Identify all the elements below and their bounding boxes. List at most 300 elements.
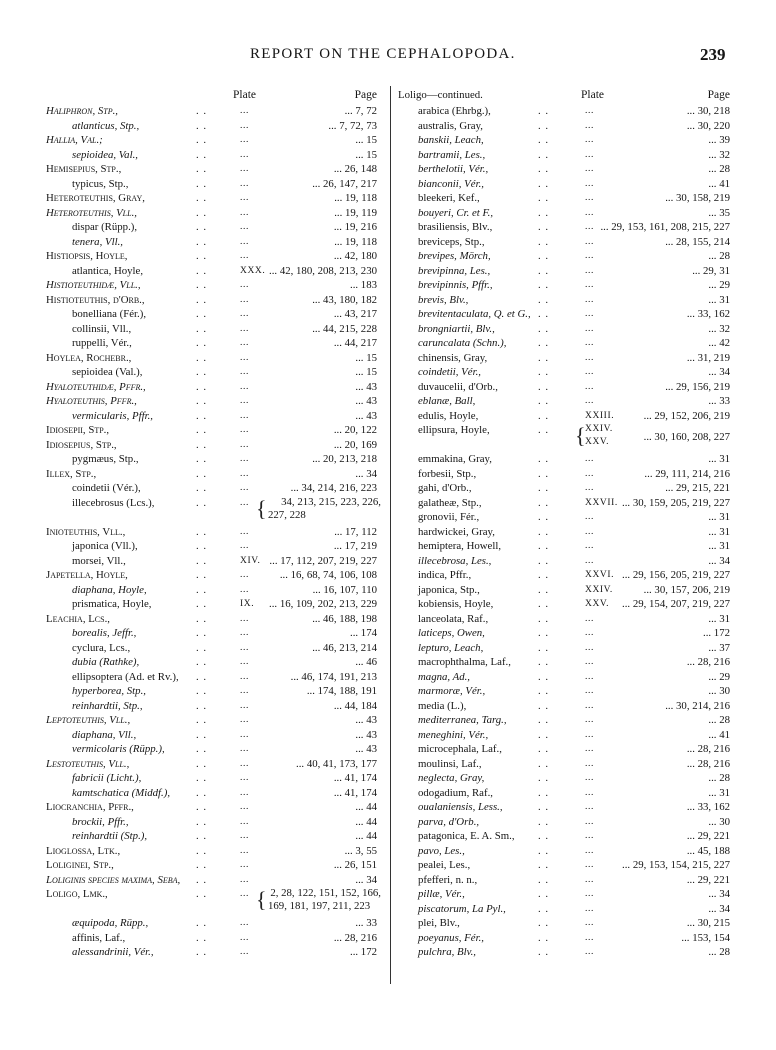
page-references: ... 16, 107, 110 <box>312 583 377 596</box>
plate-empty: ... <box>240 367 249 377</box>
entry-name: bonelliana (Fér.), <box>72 308 147 320</box>
page-references: ... 28, 155, 214 <box>665 235 730 248</box>
index-entry <box>398 423 736 452</box>
plate-empty: ... <box>585 773 594 783</box>
leader-dots: . . <box>196 409 208 422</box>
page-references: ... 30, 158, 219 <box>665 192 730 204</box>
index-entry <box>398 858 736 873</box>
leader-dots: . . <box>196 931 208 944</box>
leader-dots: . . <box>538 148 550 161</box>
plate-empty: ... <box>585 338 594 348</box>
index-entry <box>46 220 383 235</box>
plate-empty: ... <box>240 236 249 247</box>
leader-dots: . . <box>196 757 208 770</box>
page-references: ... 19, 119 <box>334 206 377 219</box>
page-references: ... 42, 180, 208, 213, 230 <box>269 264 377 277</box>
page-references: ... 45, 188 <box>686 844 730 857</box>
index-entry <box>398 554 736 569</box>
page-references: ... 43 <box>355 409 377 422</box>
page-references: ... 30, 157, 206, 219 <box>643 583 730 596</box>
plate-empty: ... <box>585 512 594 522</box>
index-entries-left <box>46 104 383 960</box>
entry-name: Inioteuthis, Vll., <box>46 525 126 538</box>
index-entry <box>46 815 383 830</box>
entry-name: meneghini, Vér., <box>418 728 489 741</box>
index-entry <box>398 655 736 670</box>
entry-name: odogadium, Raf., <box>418 786 493 799</box>
entry-name: Hoylea, Rochebr., <box>46 351 132 364</box>
leader-dots: . . <box>196 206 208 219</box>
leader-dots: . . <box>196 641 208 654</box>
index-entry <box>398 307 736 322</box>
leader-dots: . . <box>538 699 550 712</box>
entry-name: neglecta, Gray, <box>418 772 485 784</box>
leader-dots: . . <box>196 801 208 813</box>
index-entry <box>398 525 736 540</box>
entry-name: ellipsoptera (Ad. et Rv.), <box>72 670 179 683</box>
index-entry <box>398 728 736 743</box>
page-references: ... 19, 216 <box>333 221 377 233</box>
plate-empty: ... <box>585 657 594 667</box>
index-entry <box>46 264 383 279</box>
entry-name: atlantica, Hoyle, <box>72 264 144 277</box>
page-references: ... 33, 162 <box>686 801 730 813</box>
entry-name: indica, Pffr., <box>418 569 472 581</box>
index-entry <box>398 931 736 946</box>
entry-name: morsei, Vll., <box>72 554 126 567</box>
entry-name: patagonica, E. A. Sm., <box>418 830 515 842</box>
index-entry <box>398 496 736 511</box>
leader-dots: . . <box>538 395 550 407</box>
entry-name: marmoræ, Vér., <box>418 685 486 697</box>
plate-empty: ... <box>240 657 249 667</box>
entry-name: duvaucelii, d'Orb., <box>418 380 498 393</box>
index-entry <box>46 916 383 931</box>
index-entry <box>46 235 383 250</box>
index-entry <box>398 568 736 583</box>
leader-dots: . . <box>196 830 208 842</box>
plate-empty: ... <box>585 323 594 334</box>
page-references: ... 16, 68, 74, 106, 108 <box>279 569 377 581</box>
plate-empty: ... <box>240 889 249 899</box>
index-entry <box>398 394 736 409</box>
leader-dots: . . <box>196 366 208 378</box>
leader-dots: . . <box>196 685 208 697</box>
leader-dots: . . <box>538 540 550 552</box>
plate-empty: ... <box>240 860 249 870</box>
leader-dots: . . <box>538 134 550 146</box>
index-entry <box>398 148 736 163</box>
index-entry <box>46 249 383 264</box>
plate-empty: ... <box>585 381 594 392</box>
leader-dots: . . <box>538 337 550 349</box>
entry-name: atlanticus, Stp., <box>72 119 140 132</box>
entry-name: japonica, Stp., <box>418 583 480 596</box>
leader-dots: . . <box>538 873 550 886</box>
page-references: ... 44, 215, 228 <box>312 322 377 335</box>
leader-dots: . . <box>538 786 550 799</box>
leader-dots: . . <box>196 714 208 726</box>
page-references: ... 31, 219 <box>686 351 730 364</box>
entry-name: magna, Ad., <box>418 670 470 683</box>
plate-empty: ... <box>585 816 594 827</box>
plate-empty: ... <box>585 149 594 160</box>
leader-dots: . . <box>538 119 550 132</box>
running-title: REPORT ON THE CEPHALOPODA. <box>250 46 516 62</box>
page-references: ... 20, 213, 218 <box>312 453 377 465</box>
plate-empty: ... <box>240 918 249 928</box>
plate-empty: ... <box>240 802 249 812</box>
index-entry <box>46 568 383 583</box>
leader-dots: . . <box>196 670 208 683</box>
leader-dots: . . <box>538 177 550 190</box>
leader-dots: . . <box>538 525 550 538</box>
leader-dots: . . <box>538 656 550 668</box>
entry-name: caruncalata (Schn.), <box>418 337 507 349</box>
entry-name: typicus, Stp., <box>72 177 129 190</box>
index-entry <box>398 119 736 134</box>
entry-name: Hyaloteuthidæ, Pffr., <box>46 380 146 393</box>
plate-number: XXIV. <box>585 424 613 434</box>
leader-dots: . . <box>196 250 208 262</box>
leader-dots: . . <box>196 772 208 784</box>
entry-name: Idiosepii, Stp., <box>46 424 110 436</box>
page-references: ... 3, 55 <box>344 844 377 857</box>
entry-name: collinsii, Vll., <box>72 322 132 335</box>
leader-dots: . . <box>196 279 208 291</box>
page-references: ... 26, 147, 217 <box>312 177 377 190</box>
page-references: ... 41 <box>708 728 730 741</box>
entry-name: brongniartii, Blv., <box>418 322 495 335</box>
page-references: ... 30, 159, 205, 219, 227 <box>622 496 730 509</box>
index-entry <box>398 539 736 554</box>
plate-column-header: Plate <box>581 89 604 101</box>
entry-name: hardwickei, Gray, <box>418 525 495 538</box>
plate-empty: ... <box>240 294 249 305</box>
index-entry <box>46 742 383 757</box>
index-entry <box>398 220 736 235</box>
index-entry <box>46 322 383 337</box>
plate-empty: ... <box>585 932 594 943</box>
plate-empty: ... <box>240 178 249 189</box>
leader-dots: . . <box>538 627 550 639</box>
plate-empty: ... <box>240 729 249 740</box>
leader-dots: . . <box>538 859 550 871</box>
entry-name: piscatorum, La Pyl., <box>418 902 506 915</box>
entry-name: brevis, Blv., <box>418 293 469 306</box>
plate-empty: ... <box>585 758 594 769</box>
leader-dots: . . <box>196 308 208 320</box>
plate-empty: ... <box>240 468 249 479</box>
leader-dots: . . <box>538 670 550 683</box>
leader-dots: . . <box>538 641 550 654</box>
leader-dots: . . <box>538 772 550 784</box>
index-entry <box>398 104 736 119</box>
page-references: ... 29, 221 <box>686 873 730 886</box>
index-entry <box>398 742 736 757</box>
leader-dots: . . <box>196 917 208 929</box>
page-references: ... 28 <box>708 163 730 175</box>
column-header-left <box>46 89 383 104</box>
leader-dots: . . <box>538 496 550 509</box>
leader-dots: . . <box>196 888 208 900</box>
index-entry <box>46 351 383 366</box>
leader-dots: . . <box>196 293 208 306</box>
page-references: ... 43 <box>355 380 377 393</box>
entry-name: brasiliensis, Blv., <box>418 221 493 233</box>
leader-dots: . . <box>196 395 208 407</box>
page-references: ... 17, 112 <box>334 525 377 538</box>
index-entry <box>398 278 736 293</box>
index-entry <box>46 539 383 554</box>
leader-dots: . . <box>196 525 208 538</box>
leader-dots: . . <box>196 554 208 567</box>
index-entry <box>46 829 383 844</box>
leader-dots: . . <box>196 496 208 509</box>
leader-dots: . . <box>538 685 550 697</box>
page-references: ... 29, 156, 219 <box>665 380 730 393</box>
plate-empty: ... <box>240 932 249 943</box>
index-entry <box>398 626 736 641</box>
entry-name: pfefferi, n. n., <box>418 873 478 886</box>
entry-name: brockii, Pffr., <box>72 815 129 828</box>
entry-name: poeyanus, Fér., <box>418 931 484 944</box>
entry-name: bouyeri, Cr. et F., <box>418 206 494 219</box>
leader-dots: . . <box>538 757 550 770</box>
leader-dots: . . <box>538 250 550 262</box>
plate-empty: ... <box>585 164 594 174</box>
plate-empty: ... <box>585 236 594 247</box>
page-references: ... 46, 188, 198 <box>312 612 377 625</box>
entry-name: japonica (Vll.), <box>72 540 138 552</box>
page-references: ... 29, 111, 214, 216 <box>644 467 730 480</box>
page-references: ... 44 <box>355 830 377 842</box>
leader-dots: . . <box>538 482 550 494</box>
page-references: ... 29, 221 <box>686 830 730 842</box>
entry-name: pulchra, Blv., <box>418 946 476 958</box>
page-references: ... 15 <box>355 148 377 161</box>
entry-name: australis, Gray, <box>418 119 483 132</box>
page-references: ... 15 <box>355 366 377 378</box>
plate-empty: ... <box>585 207 594 218</box>
page-references: ... 174, 188, 191 <box>306 685 377 697</box>
entry-name: brevipes, Mörch, <box>418 250 491 262</box>
page-references: ... 46, 174, 191, 213 <box>290 670 377 683</box>
plate-empty: ... <box>585 265 594 276</box>
page-references: 2, 28, 122, 151, 152, 166, <box>270 887 381 899</box>
brace-glyph: { <box>575 423 586 448</box>
plate-empty: ... <box>240 352 249 363</box>
page-references: ... 17, 112, 207, 219, 227 <box>269 554 377 567</box>
index-entry <box>46 467 383 482</box>
leader-dots: . . <box>196 467 208 480</box>
plate-empty: ... <box>585 120 594 131</box>
page-references: ... 28 <box>708 772 730 784</box>
index-entry <box>398 786 736 801</box>
page-references: ... 174 <box>350 627 377 639</box>
page-references: ... 43, 180, 182 <box>312 293 377 306</box>
plate-empty: ... <box>240 251 249 261</box>
plate-empty: ... <box>585 628 594 638</box>
entry-name: Illex, Stp., <box>46 467 97 480</box>
plate-empty: ... <box>585 135 594 145</box>
entry-name: tenera, Vll., <box>72 235 123 248</box>
entry-name: affinis, Laf., <box>72 931 126 944</box>
index-entry <box>46 148 383 163</box>
plate-empty: ... <box>585 613 594 624</box>
page-references: ... 44 <box>355 801 377 813</box>
leader-dots: . . <box>538 569 550 581</box>
page-references: ... 29 <box>708 279 730 291</box>
entry-name: Heteroteuthis, Gray, <box>46 192 145 204</box>
index-entry <box>46 626 383 641</box>
entry-name: vermicularis, Pffr., <box>72 409 153 422</box>
plate-empty: ... <box>240 135 249 145</box>
plate-empty: ... <box>585 280 594 290</box>
page-references: ... 20, 122 <box>333 424 377 436</box>
page-references: ... 29, 31 <box>692 264 730 277</box>
page-references: ... 39 <box>708 134 730 146</box>
page-references: ... 32 <box>708 148 730 161</box>
plate-empty: ... <box>240 671 249 682</box>
index-entry <box>46 771 383 786</box>
page-references: ... 26, 148 <box>333 163 377 175</box>
plate-empty: ... <box>240 120 249 131</box>
page-references: ... 41, 174 <box>333 772 377 784</box>
entry-name: Haliphron, Stp., <box>46 105 118 117</box>
leader-dots: . . <box>538 409 550 422</box>
entry-name: Heteroteuthis, Vll., <box>46 206 137 219</box>
leader-dots: . . <box>538 598 550 610</box>
page-references: ... 41, 174 <box>333 786 377 799</box>
page-references: ... 34 <box>708 554 730 567</box>
plate-number: XXIII. <box>585 410 615 421</box>
plate-empty: ... <box>585 903 594 914</box>
plate-number: IX. <box>240 599 255 609</box>
index-entry <box>46 496 383 525</box>
entry-name: macrophthalma, Laf., <box>418 656 511 668</box>
entry-name: coindetii, Vér., <box>418 366 481 378</box>
plate-empty: ... <box>240 773 249 783</box>
entry-name: brevipinnis, Pffr., <box>418 279 493 291</box>
entry-name: diaphana, Hoyle, <box>72 583 147 596</box>
page-references: ... 31 <box>708 293 730 306</box>
leader-dots: . . <box>538 366 550 378</box>
page-references: ... 183 <box>350 279 377 291</box>
leader-dots: . . <box>538 322 550 335</box>
entry-name: reinhardtii, Stp., <box>72 699 143 712</box>
leader-dots: . . <box>538 192 550 204</box>
plate-empty: ... <box>585 831 594 841</box>
plate-empty: ... <box>585 845 594 856</box>
leader-dots: . . <box>196 148 208 161</box>
index-entry <box>46 699 383 714</box>
plate-empty: ... <box>240 280 249 290</box>
page-references: ... 28 <box>708 250 730 262</box>
index-entry <box>398 757 736 772</box>
index-entry <box>398 510 736 525</box>
page-references: ... 37 <box>708 641 730 654</box>
page-references: ... 43 <box>355 714 377 726</box>
leader-dots: . . <box>196 569 208 581</box>
entry-name: cyclura, Lcs., <box>72 641 131 654</box>
leader-dots: . . <box>538 844 550 857</box>
page-references: ... 15 <box>355 134 377 146</box>
brace-glyph: { <box>256 495 267 521</box>
plate-empty: ... <box>585 889 594 899</box>
leader-dots: . . <box>538 308 550 320</box>
page-references: ... 28 <box>708 946 730 958</box>
page-references: ... 15 <box>355 351 377 364</box>
index-entry <box>398 452 736 467</box>
plate-empty: ... <box>585 251 594 261</box>
entry-name: Hallia, Val.; <box>46 134 103 146</box>
index-entry <box>46 945 383 960</box>
leader-dots: . . <box>196 540 208 552</box>
leader-dots: . . <box>538 380 550 393</box>
leader-dots: . . <box>196 844 208 857</box>
page-references: ... 34 <box>355 873 377 886</box>
entry-name: kobiensis, Hoyle, <box>418 598 494 610</box>
plate-empty: ... <box>240 686 249 696</box>
page-references: ... 46 <box>355 656 377 668</box>
page-references: ... 32 <box>708 322 730 335</box>
page-references: ... 33, 162 <box>686 308 730 320</box>
page-number: 239 <box>700 45 726 64</box>
page-references: ... 16, 109, 202, 213, 229 <box>269 598 377 610</box>
entry-name: Loligo, Lmk., <box>46 888 108 900</box>
plate-empty: ... <box>585 874 594 885</box>
leader-dots: . . <box>538 612 550 625</box>
leader-dots: . . <box>538 830 550 842</box>
entry-name: lanceolata, Raf., <box>418 612 489 625</box>
page-references: 34, 213, 215, 223, 226, <box>281 495 381 508</box>
page-references: ... 29, 156, 205, 219, 227 <box>622 569 730 581</box>
plate-empty: ... <box>240 744 249 754</box>
index-entry <box>398 380 736 395</box>
page-references: ... 46, 213, 214 <box>312 641 377 654</box>
index-entries-right <box>398 104 736 960</box>
page-references: ... 28 <box>708 714 730 726</box>
index-entry <box>398 699 736 714</box>
entry-name: prismatica, Hoyle, <box>72 598 152 610</box>
entry-name: Leptoteuthis, Vll., <box>46 714 131 726</box>
leader-dots: . . <box>196 859 208 871</box>
entry-name: Hemisepius, Stp., <box>46 163 122 175</box>
entry-name: coindetii (Vér.), <box>72 482 141 494</box>
index-entry <box>46 452 383 467</box>
leader-dots: . . <box>196 656 208 668</box>
entry-name: gronovii, Fér., <box>418 511 480 523</box>
index-entry <box>398 322 736 337</box>
index-entry <box>46 423 383 438</box>
entry-name: Leachia, Lcs., <box>46 612 110 625</box>
continued-label: Loligo—continued. <box>398 89 483 101</box>
plate-empty: ... <box>240 816 249 827</box>
page-references: ... 153, 154 <box>681 931 730 944</box>
page-references: ... 43, 217 <box>333 308 377 320</box>
leader-dots: . . <box>196 351 208 364</box>
page-references: ... 44 <box>355 815 377 828</box>
index-entry <box>398 597 736 612</box>
entry-name: æquipoda, Rüpp., <box>72 917 149 929</box>
leader-dots: . . <box>538 714 550 726</box>
entry-name: edulis, Hoyle, <box>418 409 479 422</box>
plate-number: XXIV. <box>585 584 613 595</box>
plate-empty: ... <box>240 700 249 711</box>
leader-dots: . . <box>538 206 550 219</box>
index-entry <box>46 162 383 177</box>
